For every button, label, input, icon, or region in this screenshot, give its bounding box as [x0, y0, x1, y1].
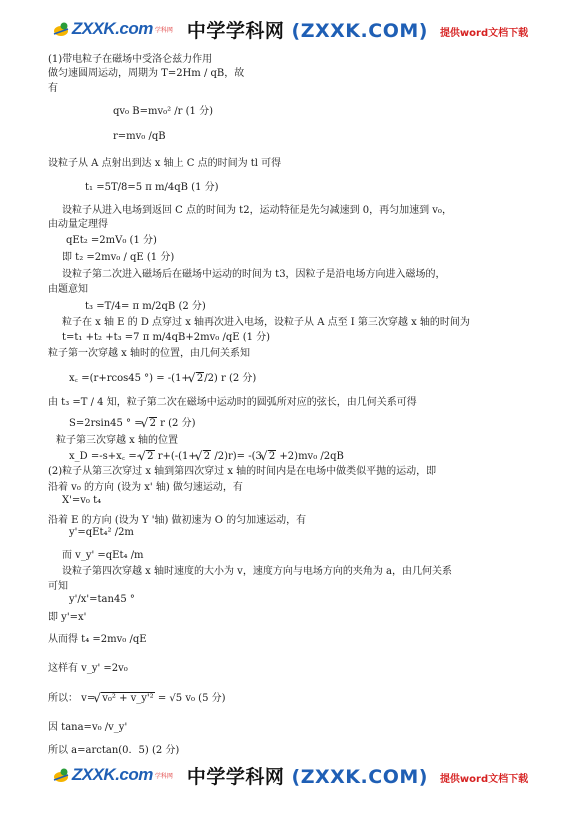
- sqrt-symbol: [262, 451, 276, 462]
- logo-subtext: 学科网: [154, 774, 173, 780]
- equation-part: = √5 v₀ (5 分): [154, 693, 226, 704]
- site-title-cn: 中学学科网: [186, 19, 285, 42]
- equation-line: 这样有 v_y' =2v₀: [48, 663, 128, 674]
- text-line: 由动量定理得: [48, 219, 108, 230]
- equation-part: r (2 分): [156, 418, 196, 429]
- radicand: 2: [149, 418, 156, 429]
- equation-part: +2)mv₀ /2qB: [276, 451, 344, 462]
- text-line: 粒子第一次穿越 x 轴时的位置，由几何关系知: [48, 348, 250, 359]
- equation-line: t₁ =5T/8=5 π m/4qB (1 分): [85, 182, 219, 193]
- sqrt-symbol: [197, 451, 211, 462]
- text-line: 沿着 E 的方向 (设为 Y '轴) 做初速为 O 的匀加速运动，有: [48, 515, 307, 526]
- equation-line: 因 tana=v₀ /v_y': [48, 722, 128, 733]
- tagline: 提供word文档下载: [439, 773, 529, 785]
- logo-subtext: 学科网: [154, 28, 173, 34]
- equation-line: y'/x'=tan45 °: [69, 594, 135, 605]
- site-logo: [52, 19, 173, 39]
- text-line: 设粒子从进入电场到返回 C 点的时间为 t2，运动特征是先匀减速到 0，再匀加速到 v₀，: [62, 205, 452, 216]
- text-line: 粒子在 x 轴 E 的 D 点穿过 x 轴再次进入电场，设粒子从 A 点至 I 第三次穿越 x 轴的时间为: [62, 317, 470, 328]
- site-title-domain: (ZXXK.COM): [291, 19, 428, 42]
- site-title: [187, 762, 428, 789]
- sqrt-symbol: [95, 693, 154, 704]
- equation-part: x꜀ =(r+rcos45 °) = -(1+: [69, 373, 190, 384]
- text-line: 做匀速圆周运动，周期为 T=2Hm / qB，故: [48, 68, 245, 79]
- equation-line: [69, 448, 344, 462]
- tagline: 提供word文档下载: [439, 27, 529, 39]
- text-line: 由题意知: [48, 284, 88, 295]
- equation-line: 即 t₂ =2mv₀ / qE (1 分): [62, 252, 175, 263]
- page-footer: [0, 758, 580, 792]
- equation-part: /2) r (2 分): [204, 373, 257, 384]
- site-title: [187, 16, 428, 43]
- equation-line: [48, 689, 226, 704]
- text-line: 设粒子第四次穿越 x 轴时速度的大小为 v，速度方向与电场方向的夹角为 a，由几何关系: [62, 566, 452, 577]
- equation-line: qv₀ B=mv₀² /r (1 分): [113, 106, 213, 117]
- equation-line: t₃ =T/4= π m/2qB (2 分): [85, 301, 206, 312]
- radicand: 2: [196, 373, 204, 384]
- sqrt-symbol: [190, 373, 204, 384]
- text-line: (1)带电粒子在磁场中受洛仑兹力作用: [48, 54, 213, 65]
- equation-line: [69, 414, 195, 429]
- text-line: 沿着 v₀ 的方向 (设为 x' 轴) 做匀速运动，有: [48, 482, 243, 493]
- equation-part: 所以： v=: [48, 693, 96, 704]
- site-title-cn: 中学学科网: [186, 765, 285, 788]
- radicand: 2: [268, 451, 276, 462]
- text-line: 可知: [48, 581, 68, 592]
- equation-part: S=2rsin45 ° =: [69, 418, 143, 429]
- equation-line: qEt₂ =2mV₀ (1 分): [66, 235, 157, 246]
- equation-line: t=t₁ +t₂ +t₃ =7 π m/4qB+2mv₀ /qE (1 分): [62, 332, 271, 343]
- mascot-icon: [52, 766, 72, 784]
- text-line: 设粒子从 A 点射出到达 x 轴上 C 点的时间为 tl 可得: [48, 158, 282, 169]
- text-line: (2)粒子从第三次穿过 x 轴到第四次穿过 x 轴的时间内是在电场中做类似平抛的运动，即: [48, 466, 437, 477]
- equation-line: 所以 a=arctan(0．5) (2 分): [48, 745, 180, 756]
- radicand: 2: [203, 451, 211, 462]
- equation-line: 而 v_y' =qEt₄ /m: [62, 550, 144, 561]
- text-line: 有: [48, 83, 58, 94]
- equation-line: y'=qEt₄² /2m: [69, 527, 134, 538]
- radicand: v₀² + v_y'²: [102, 693, 154, 704]
- site-logo: [52, 765, 173, 785]
- mascot-icon: [52, 20, 72, 38]
- equation-line: X'=v₀ t₄: [62, 495, 102, 506]
- equation-part: r+(-(1+: [154, 451, 197, 462]
- sqrt-symbol: [143, 418, 157, 429]
- logo-text: ZXXK.com: [71, 765, 153, 784]
- equation-line: r=mv₀ /qB: [113, 131, 166, 142]
- equation-line: [69, 369, 256, 384]
- equation-line: 从而得 t₄ =2mv₀ /qE: [48, 634, 147, 645]
- sqrt-symbol: [140, 451, 154, 462]
- equation-part: x_D =-s+x꜀ =-: [69, 451, 141, 462]
- logo-text: ZXXK.com: [71, 19, 153, 38]
- text-line: 粒子第三次穿越 x 轴的位置: [56, 435, 178, 446]
- text-line: 由 t₃ =T / 4 知，粒子第二次在磁场中运动时的圆弧所对应的弦长，由几何关系可得: [48, 397, 417, 408]
- equation-line: 即 y'=x': [48, 612, 87, 623]
- radicand: 2: [147, 451, 154, 462]
- equation-part: /2)r)= -(3: [211, 451, 262, 462]
- page-header: [0, 12, 580, 46]
- text-line: 设粒子第二次进入磁场后在磁场中运动的时间为 t3，因粒子是沿电场方向进入磁场的，: [62, 269, 446, 280]
- site-title-domain: (ZXXK.COM): [291, 765, 428, 788]
